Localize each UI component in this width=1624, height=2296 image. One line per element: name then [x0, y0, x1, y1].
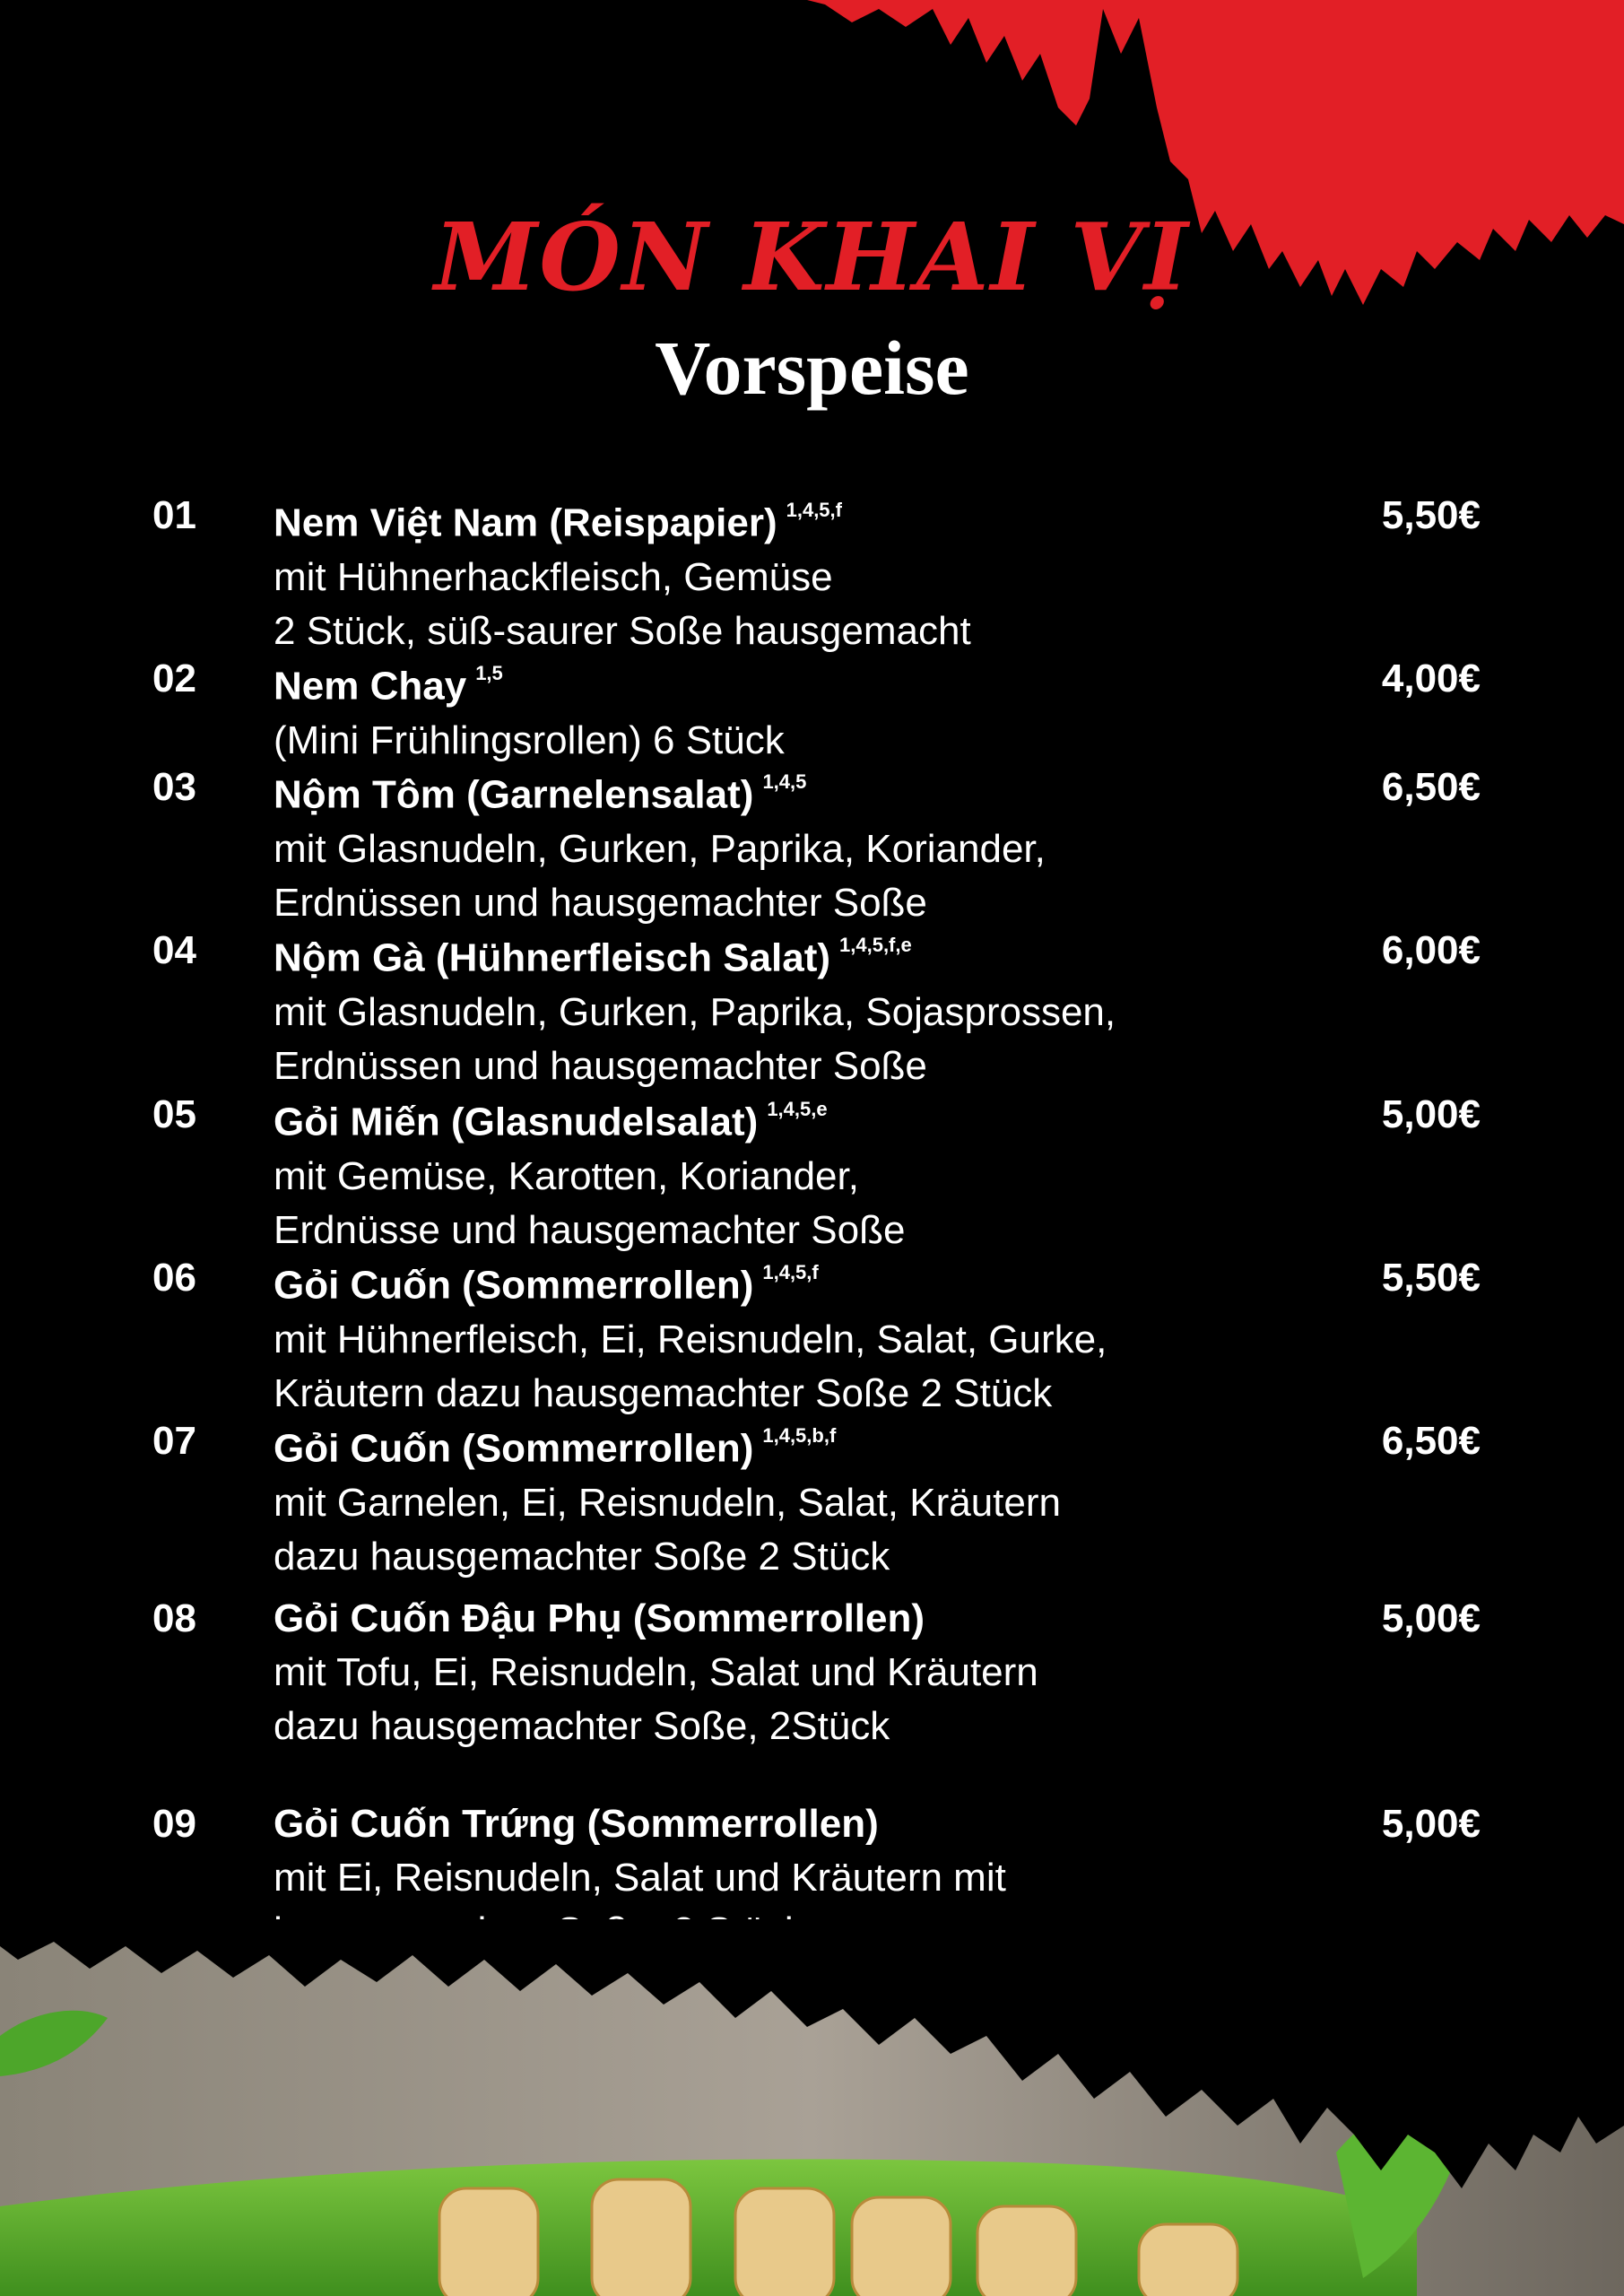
item-allergens: 1,4,5,b,f: [762, 1424, 837, 1447]
item-body: [274, 924, 1305, 1093]
item-price: 5,00€: [1381, 1596, 1481, 1640]
item-name: Nộm Tôm (Garnelensalat): [274, 772, 754, 817]
item-number: 02: [152, 657, 196, 700]
item-body: [274, 1414, 1305, 1584]
item-price: 6,00€: [1381, 928, 1481, 972]
item-name: Nem Chay: [274, 664, 467, 709]
item-description-line: mit Hühnerhackfleisch, Gemüse: [274, 554, 833, 599]
item-price: 5,50€: [1381, 493, 1481, 537]
item-number: 09: [152, 1802, 196, 1846]
item-body: [274, 489, 1305, 658]
red-brush-splash: [0, 0, 1624, 377]
item-price: 6,50€: [1381, 1419, 1481, 1463]
item-name-line: [274, 924, 1305, 986]
item-name: Gỏi Cuốn Trứng (Sommerrollen): [274, 1802, 879, 1846]
item-name-line: [274, 1251, 1305, 1313]
item-allergens: 1,4,5,f,e: [839, 934, 912, 956]
item-description-line: mit Tofu, Ei, Reisnudeln, Salat und Kräutern: [274, 1650, 1038, 1694]
item-description-line: Erdnüsse und hausgemachter Soße: [274, 1207, 906, 1252]
item-name-line: [274, 1414, 1305, 1476]
item-price: 6,50€: [1381, 765, 1481, 809]
item-allergens: 1,4,5: [762, 770, 807, 793]
item-body: [274, 1088, 1305, 1257]
item-name-line: [274, 652, 1305, 714]
item-price: 4,00€: [1381, 657, 1481, 700]
title-german: Vorspeise: [655, 325, 969, 411]
item-description-line: dazu hausgemachter Soße 2 Stück: [274, 1534, 890, 1578]
item-name-line: [274, 1088, 1305, 1150]
item-number: 06: [152, 1256, 196, 1300]
item-allergens: 1,5: [475, 662, 503, 684]
item-description-line: mit Ei, Reisnudeln, Salat und Kräutern mit: [274, 1856, 1006, 1900]
title-vietnamese: MÓN KHAI VỊ: [434, 202, 1190, 312]
item-allergens: 1,4,5,f: [786, 499, 842, 521]
item-number: 08: [152, 1596, 196, 1640]
item-name: Gỏi Cuốn (Sommerrollen): [274, 1263, 754, 1308]
item-description-line: mit Glasnudeln, Gurken, Paprika, Koriander,: [274, 826, 1046, 871]
item-description-line: Erdnüssen und hausgemachter Soße: [274, 880, 927, 925]
item-allergens: 1,4,5,f: [762, 1261, 819, 1283]
item-description-line: 2 Stück, süß-saurer Soße hausgemacht: [274, 608, 971, 653]
item-name-line: [274, 489, 1305, 551]
item-body: [274, 1592, 1305, 1753]
item-name: Nem Việt Nam (Reispapier): [274, 500, 777, 545]
item-description-line: (Mini Frühlingsrollen) 6 Stück: [274, 718, 785, 762]
item-body: [274, 1251, 1305, 1421]
item-description-line: dazu hausgemachter Soße, 2Stück: [274, 1704, 890, 1748]
item-description-line: mit Glasnudeln, Gurken, Paprika, Sojasprossen,: [274, 989, 1116, 1034]
item-name: Gỏi Miến (Glasnudelsalat): [274, 1100, 759, 1144]
item-number: 01: [152, 493, 196, 537]
item-price: 5,00€: [1381, 1092, 1481, 1136]
item-description-line: Erdnüssen und hausgemachter Soße: [274, 1043, 927, 1088]
item-price: 5,50€: [1381, 1256, 1481, 1300]
item-description-line: Kräutern dazu hausgemachter Soße 2 Stück: [274, 1370, 1053, 1415]
spring-rolls-photo: [0, 1919, 1624, 2296]
item-body: [274, 761, 1305, 930]
item-number: 04: [152, 928, 196, 972]
item-number: 07: [152, 1419, 196, 1463]
item-body: [274, 652, 1305, 768]
item-name-line: [274, 761, 1305, 822]
item-name: Nộm Gà (Hühnerfleisch Salat): [274, 935, 831, 980]
item-name-line: [274, 1797, 1305, 1851]
item-description-line: mit Hühnerfleisch, Ei, Reisnudeln, Salat, Gurke,: [274, 1317, 1107, 1361]
item-name-line: [274, 1592, 1305, 1646]
item-allergens: 1,4,5,e: [767, 1098, 828, 1120]
item-name: Gỏi Cuốn (Sommerrollen): [274, 1426, 754, 1471]
item-price: 5,00€: [1381, 1802, 1481, 1846]
item-description-line: mit Garnelen, Ei, Reisnudeln, Salat, Kräutern: [274, 1480, 1062, 1525]
item-number: 03: [152, 765, 196, 809]
item-name: Gỏi Cuốn Đậu Phụ (Sommerrollen): [274, 1596, 925, 1640]
item-description-line: mit Gemüse, Karotten, Koriander,: [274, 1153, 859, 1198]
item-number: 05: [152, 1092, 196, 1136]
